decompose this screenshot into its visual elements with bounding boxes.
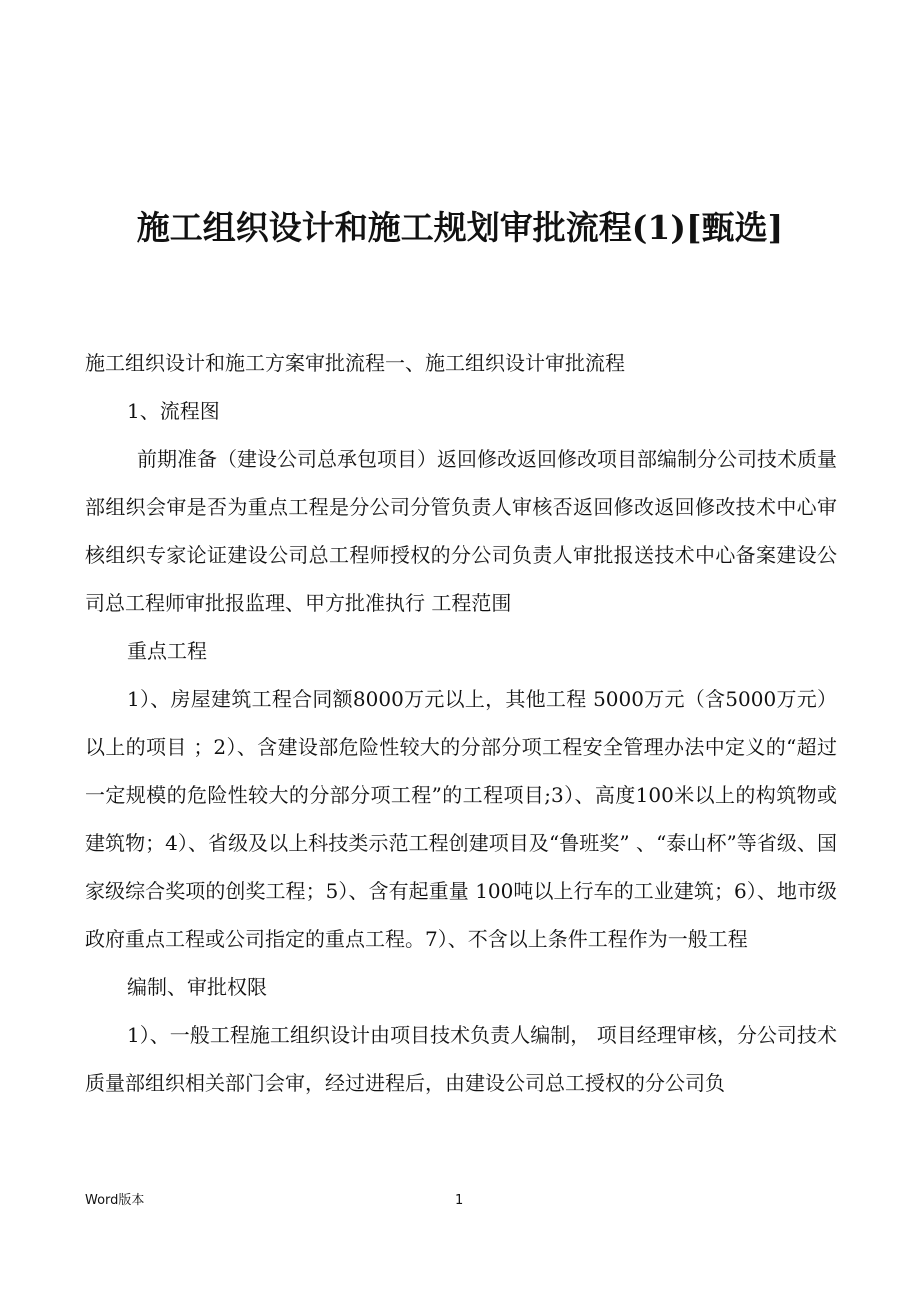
paragraph-key-projects-criteria: 1）、房屋建筑工程合同额8000万元以上，其他工程 5000万元（含5000万元）以上的项目 ；2）、含建设部危险性较大的分部分项工程安全管理办法中定义的“超过一定规模的危险性较大的分部分项工程”的工程项目;3）、高度100米以上的构筑物或建筑物；4）、省级及以上科技类示范工程创建项目及“鲁班奖” 、“泰山杯”等省级、国家级综合奖项的创奖工程；5）、含有起重量 100吨以上行车的工业建筑；6）、地市级政府重点工程或公司指定的重点工程。7）、不含以上条件工程作为一般工程 [85, 687, 837, 951]
paragraph-flowchart-heading: 1、流程图 [127, 399, 220, 423]
paragraph-authority-text: 1）、一般工程施工组织设计由项目技术负责人编制， 项目经理审核，分公司技术质量部组织相关部门会审，经过进程后，由建设公司总工授权的分公司负 [85, 1023, 837, 1095]
footer-label: Word版本 [85, 1193, 145, 1208]
paragraph-flowchart-text: 前期准备（建设公司总承包项目）返回修改返回修改项目部编制分公司技术质量部组织会审是否为重点工程是分公司分管负责人审核否返回修改返回修改技术中心审核组织专家论证建设公司总工程师授权的分公司负责人审批报送技术中心备案建设公司总工程师审批报监理、甲方批准执行 工程范围 [85, 447, 837, 615]
document-body [85, 339, 837, 1107]
paragraph-intro: 施工组织设计和施工方案审批流程一、施工组织设计审批流程 [85, 351, 625, 375]
paragraph-authority-heading: 编制、审批权限 [127, 975, 267, 999]
paragraph-key-projects-heading: 重点工程 [127, 639, 207, 663]
document-title: 施工组织设计和施工规划审批流程(1)[甄选] [136, 208, 784, 247]
footer-page-number: 1 [455, 1193, 464, 1208]
